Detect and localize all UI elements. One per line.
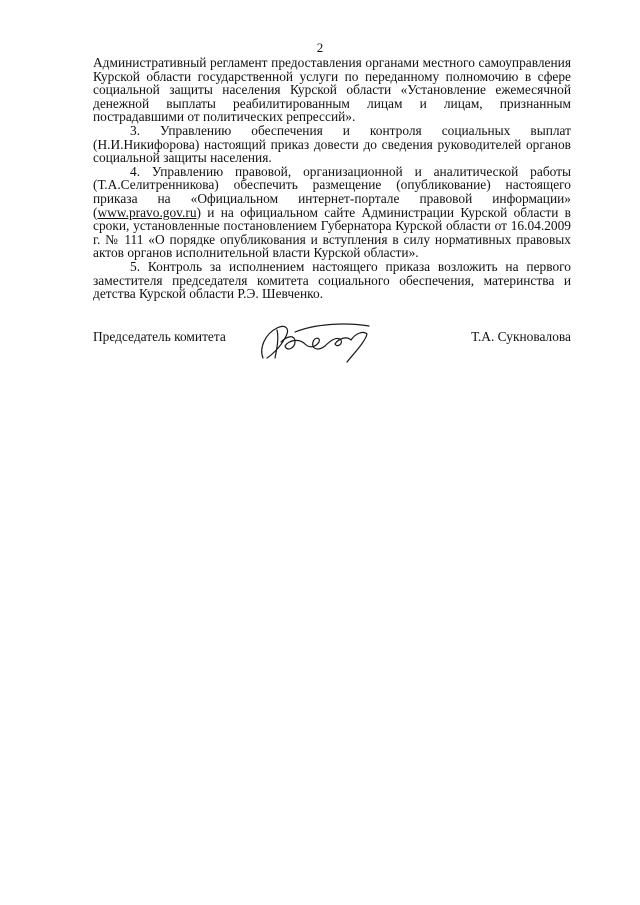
paragraph-item-3: 3. Управлению обеспечения и контроля социальных выплат (Н.И.Никифорова) настоящий приказ довести до сведения руководителей органов социальной защиты населения.: [93, 122, 571, 166]
paragraph-item-4-text-end: ) и на официальном сайте Администрации Курской области в сроки, установленные постановлением Губернатора Курской области от 16.04.2009 г. № 111 «О порядке опубликования и вступления в силу нормативных правовых актов органов исполнительной власти Курской области».: [93, 204, 571, 261]
document-body: [93, 56, 571, 301]
paragraph-item-5: 5. Контроль за исполнением настоящего приказа возложить на первого заместителя председателя комитета социального обеспечения, материнства и детства Курской области Р.Э. Шевченко.: [93, 258, 571, 302]
handwritten-signature: [255, 318, 379, 366]
signature-block: [93, 322, 571, 366]
paragraph-regulation-title: Административный регламент предоставления органами местного самоуправления Курской области государственной услуги по переданному полномочию в сфере социальной защиты населения Курской области «Установление ежемесячной денежной выплаты реабилитированным лицам и лицам, признанным пострадавшими от политических репрессий».: [93, 55, 571, 125]
pravo-url-link[interactable]: www.pravo.gov.ru: [97, 204, 197, 220]
signatory-name: Т.А. Сукновалова: [471, 329, 571, 344]
paragraph-item-4-text-start: 4. Управлению правовой, организационной и аналитической работы (Т.А.Селитренникова) обеспечить размещение (опубликование) настоящего приказа на «Официальном интернет-портале правовой информации» (: [93, 163, 571, 220]
paragraph-item-4: [93, 165, 571, 260]
signatory-title: Председатель комитета: [93, 329, 226, 344]
page-number: 2: [316, 40, 324, 55]
